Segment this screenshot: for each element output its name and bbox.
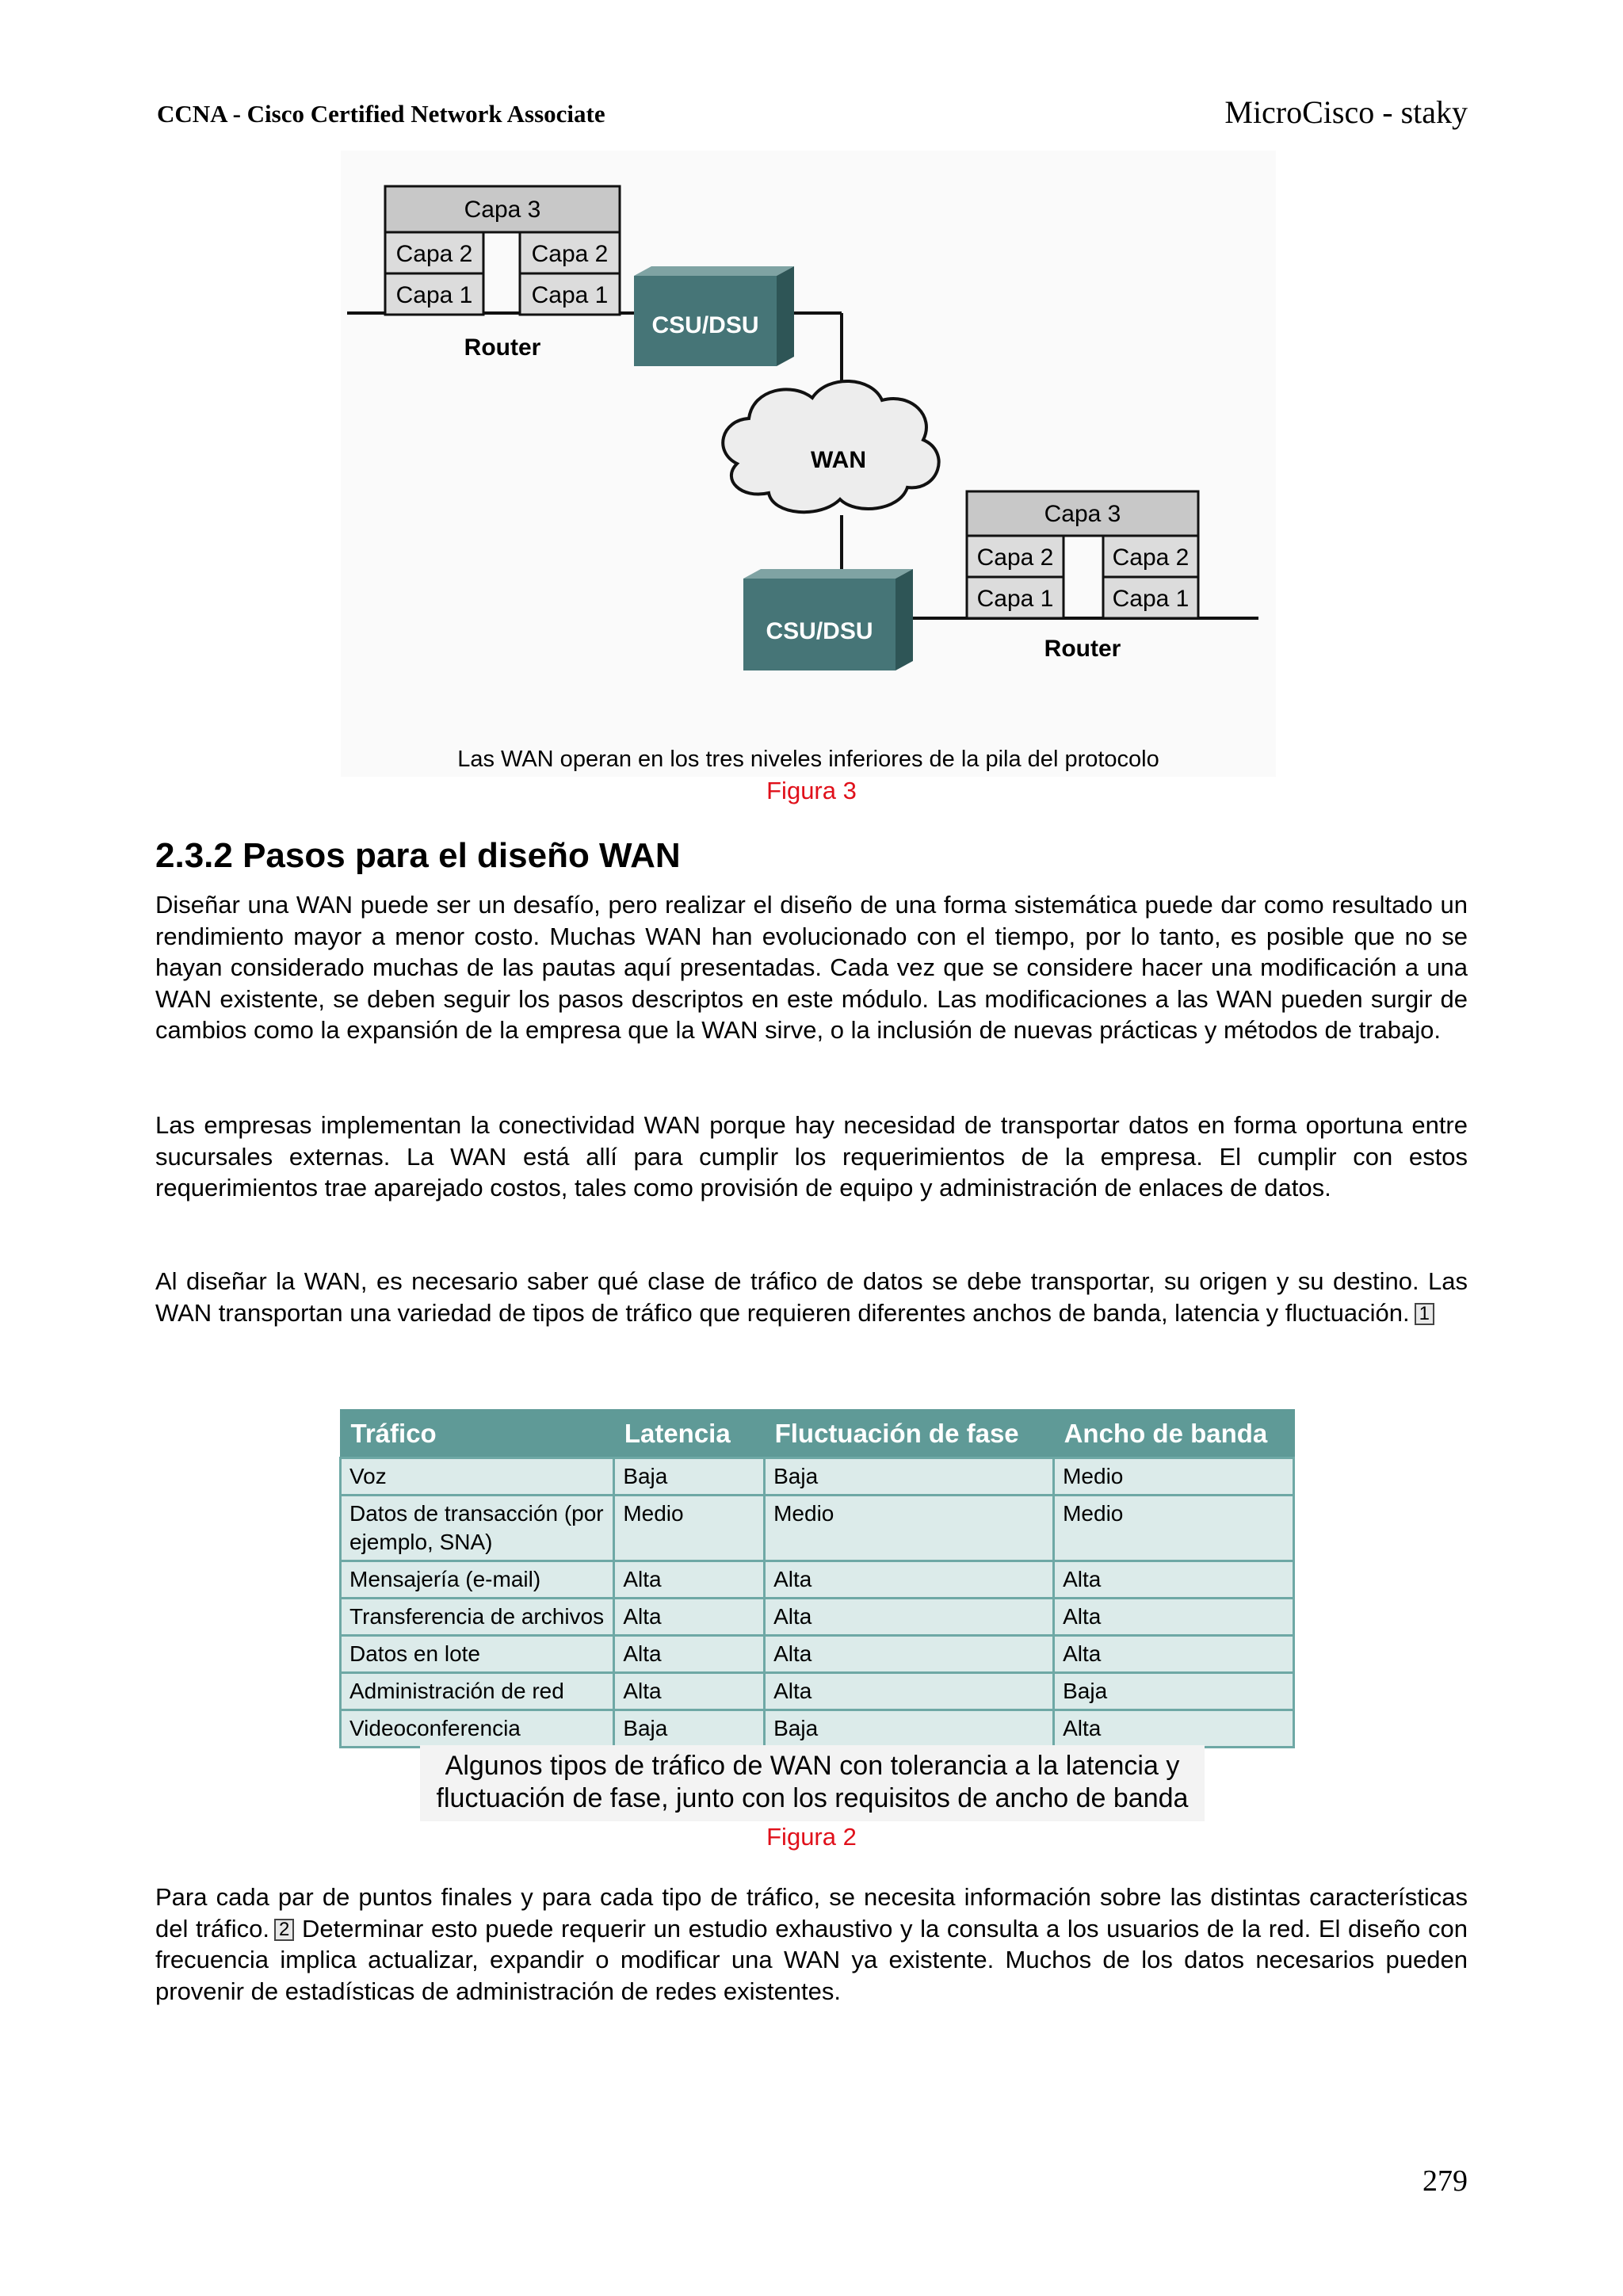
table-cell: Videoconferencia <box>341 1710 614 1748</box>
csu-dsu-bottom-label: CSU/DSU <box>766 618 873 644</box>
table-cell: Alta <box>1054 1561 1294 1599</box>
paragraph-4 <box>155 1881 1468 2007</box>
router-right-capa2b: Capa 2 <box>1112 544 1190 571</box>
router-right-capa3: Capa 3 <box>1044 501 1121 527</box>
wan-cloud <box>723 381 938 512</box>
figure2-label: Figura 2 <box>766 1823 857 1851</box>
router-left-stack <box>385 186 620 361</box>
table-cell: Alta <box>614 1636 765 1673</box>
table-row <box>341 1636 1294 1673</box>
router-right-capa1b: Capa 1 <box>1112 586 1190 612</box>
col-header-trafico: Tráfico <box>341 1410 614 1458</box>
header-right: MicroCisco - staky <box>1224 94 1468 130</box>
table-cell: Baja <box>765 1458 1054 1496</box>
header-left: CCNA - Cisco Certified Network Associate <box>157 100 605 128</box>
col-header-fluctuacion: Fluctuación de fase <box>765 1410 1054 1458</box>
table-row <box>341 1561 1294 1599</box>
paragraph-4b-text: Determinar esto puede requerir un estudio exhaustivo y la consulta a los usuarios de la red. El diseño con frecuencia implica actualizar, expandir o modificar una WAN ya existente. Muchos de los datos necesarios pueden provenir de estadísticas de administración de redes existentes. <box>155 1914 1468 2005</box>
col-header-ancho-banda: Ancho de banda <box>1054 1410 1294 1458</box>
table-row <box>341 1673 1294 1710</box>
figure3-label: Figura 3 <box>766 777 857 804</box>
router-left-label: Router <box>464 334 541 361</box>
table-cell: Voz <box>341 1458 614 1496</box>
traffic-table <box>339 1409 1295 1748</box>
paragraph-2: Las empresas implementan la conectividad WAN porque hay necesidad de transportar datos en forma oportuna entre sucursales externas. La WAN está allí para cumplir los requerimientos de la empresa. El cumplir con estos requerimientos trae aparejado costos, tales como provisión de equipo y administración de enlaces de datos. <box>155 1111 1468 1201</box>
col-header-latencia: Latencia <box>614 1410 765 1458</box>
figure-ref-1[interactable]: 1 <box>1415 1303 1434 1325</box>
table-cell: Medio <box>765 1496 1054 1561</box>
paragraph-1: Diseñar una WAN puede ser un desafío, pero realizar el diseño de una forma sistemática puede dar como resultado un rendimiento mayor a menor costo. Muchas WAN han evolucionado con el tiempo, por lo tanto, es posible que no se hayan considerado muchas de las pautas aquí presentadas. Cada vez que se considere hacer una modificación a una WAN existente, se deben seguir los pasos descriptos en este módulo. Las modificaciones a las WAN pueden surgir de cambios como la expansión de la empresa que la WAN sirve, o la inclusión de nuevas prácticas y métodos de trabajo. <box>155 891 1468 1044</box>
paragraph-3-text: Al diseñar la WAN, es necesario saber qué clase de tráfico de datos se debe transportar, su origen y su destino. Las WAN transportan una variedad de tipos de tráfico que requieren diferentes anchos de banda, latencia y fluctuación. <box>155 1267 1468 1327</box>
table-cell: Medio <box>614 1496 765 1561</box>
router-left-capa2b: Capa 2 <box>531 241 609 267</box>
csu-dsu-bottom <box>743 569 913 670</box>
table-row <box>341 1599 1294 1636</box>
router-right-capa1a: Capa 1 <box>976 586 1054 612</box>
table-cell: Datos en lote <box>341 1636 614 1673</box>
csu-dsu-top-label: CSU/DSU <box>651 312 759 338</box>
table-row <box>341 1710 1294 1748</box>
router-left-capa3: Capa 3 <box>464 197 541 223</box>
table-cell: Mensajería (e-mail) <box>341 1561 614 1599</box>
table-cell: Datos de transacción (por ejemplo, SNA) <box>341 1496 614 1561</box>
table-cell: Baja <box>614 1458 765 1496</box>
table-cell: Alta <box>614 1599 765 1636</box>
table-caption: Algunos tipos de tráfico de WAN con tolerancia a la latencia y fluctuación de fase, junto con los requisitos de ancho de banda <box>420 1745 1205 1821</box>
table-cell: Alta <box>614 1673 765 1710</box>
table-cell: Alta <box>1054 1710 1294 1748</box>
router-left-capa1b: Capa 1 <box>531 282 609 308</box>
table-cell: Administración de red <box>341 1673 614 1710</box>
router-right-stack <box>967 491 1198 662</box>
router-right-label: Router <box>1044 636 1121 662</box>
router-left-capa1a: Capa 1 <box>395 282 473 308</box>
table-row <box>341 1458 1294 1496</box>
section-title: 2.3.2 Pasos para el diseño WAN <box>155 836 681 875</box>
table-cell: Transferencia de archivos <box>341 1599 614 1636</box>
page-number: 279 <box>1423 2164 1468 2198</box>
table-cell: Alta <box>765 1636 1054 1673</box>
table-cell: Baja <box>765 1710 1054 1748</box>
table-row <box>341 1496 1294 1561</box>
traffic-table-wrap <box>339 1409 1295 1748</box>
table-cell: Alta <box>1054 1599 1294 1636</box>
table-cell: Alta <box>765 1561 1054 1599</box>
router-left-capa2a: Capa 2 <box>395 241 473 267</box>
table-cell: Medio <box>1054 1496 1294 1561</box>
paragraph-4a-text: Para cada par de puntos finales y para cada tipo de tráfico, se necesita información sobre las distintas características del tráfico. <box>155 1883 1468 1943</box>
figure-ref-2[interactable]: 2 <box>274 1919 294 1941</box>
diagram-caption: Las WAN operan en los tres niveles inferiores de la pila del protocolo <box>457 747 1159 772</box>
table-cell: Baja <box>614 1710 765 1748</box>
wan-label: WAN <box>811 447 866 473</box>
table-header-row <box>341 1410 1294 1458</box>
table-cell: Alta <box>765 1599 1054 1636</box>
table-cell: Alta <box>765 1673 1054 1710</box>
wan-diagram-svg <box>341 151 1276 777</box>
router-right-capa2a: Capa 2 <box>976 544 1054 571</box>
wan-diagram <box>341 151 1276 777</box>
csu-dsu-top <box>634 266 794 366</box>
table-cell: Alta <box>1054 1636 1294 1673</box>
table-cell: Medio <box>1054 1458 1294 1496</box>
paragraph-3 <box>155 1266 1468 1328</box>
table-cell: Baja <box>1054 1673 1294 1710</box>
table-cell: Alta <box>614 1561 765 1599</box>
